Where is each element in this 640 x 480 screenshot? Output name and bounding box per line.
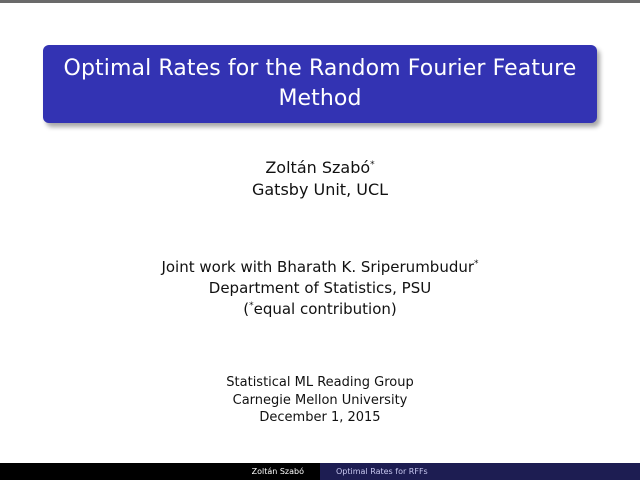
collaboration-block — [0, 257, 640, 320]
author-footnote-mark: * — [370, 160, 375, 170]
footer-short-title: Optimal Rates for RFFs — [320, 463, 640, 480]
coauthor-department: Department of Statistics, PSU — [208, 279, 432, 297]
event-date: December 1, 2015 — [259, 410, 381, 425]
slide-title-line-2: Method — [278, 86, 362, 111]
event-block — [0, 374, 640, 427]
top-rule — [0, 0, 640, 3]
joint-work-text: Joint work with Bharath K. Sriperumbudur — [161, 258, 475, 276]
footer-bar — [0, 463, 640, 480]
footer-author: Zoltán Szabó — [0, 463, 320, 480]
note-text: equal contribution — [253, 300, 391, 318]
author-block — [0, 157, 640, 201]
author-affiliation: Gatsby Unit, UCL — [251, 180, 389, 199]
slide-title — [64, 54, 577, 114]
note-footnote-mark: * — [249, 301, 254, 311]
author-name: Zoltán Szabó — [265, 158, 371, 177]
event-name: Statistical ML Reading Group — [226, 375, 414, 390]
slide-title-line-1: Optimal Rates for the Random Fourier Feature — [63, 56, 577, 81]
event-venue: Carnegie Mellon University — [232, 392, 408, 408]
equal-contribution-note: (*equal contribution) — [243, 300, 397, 318]
title-box — [43, 45, 597, 123]
author-line — [0, 157, 640, 179]
coauthor-footnote-mark: * — [474, 259, 479, 269]
joint-work-line — [0, 257, 640, 278]
